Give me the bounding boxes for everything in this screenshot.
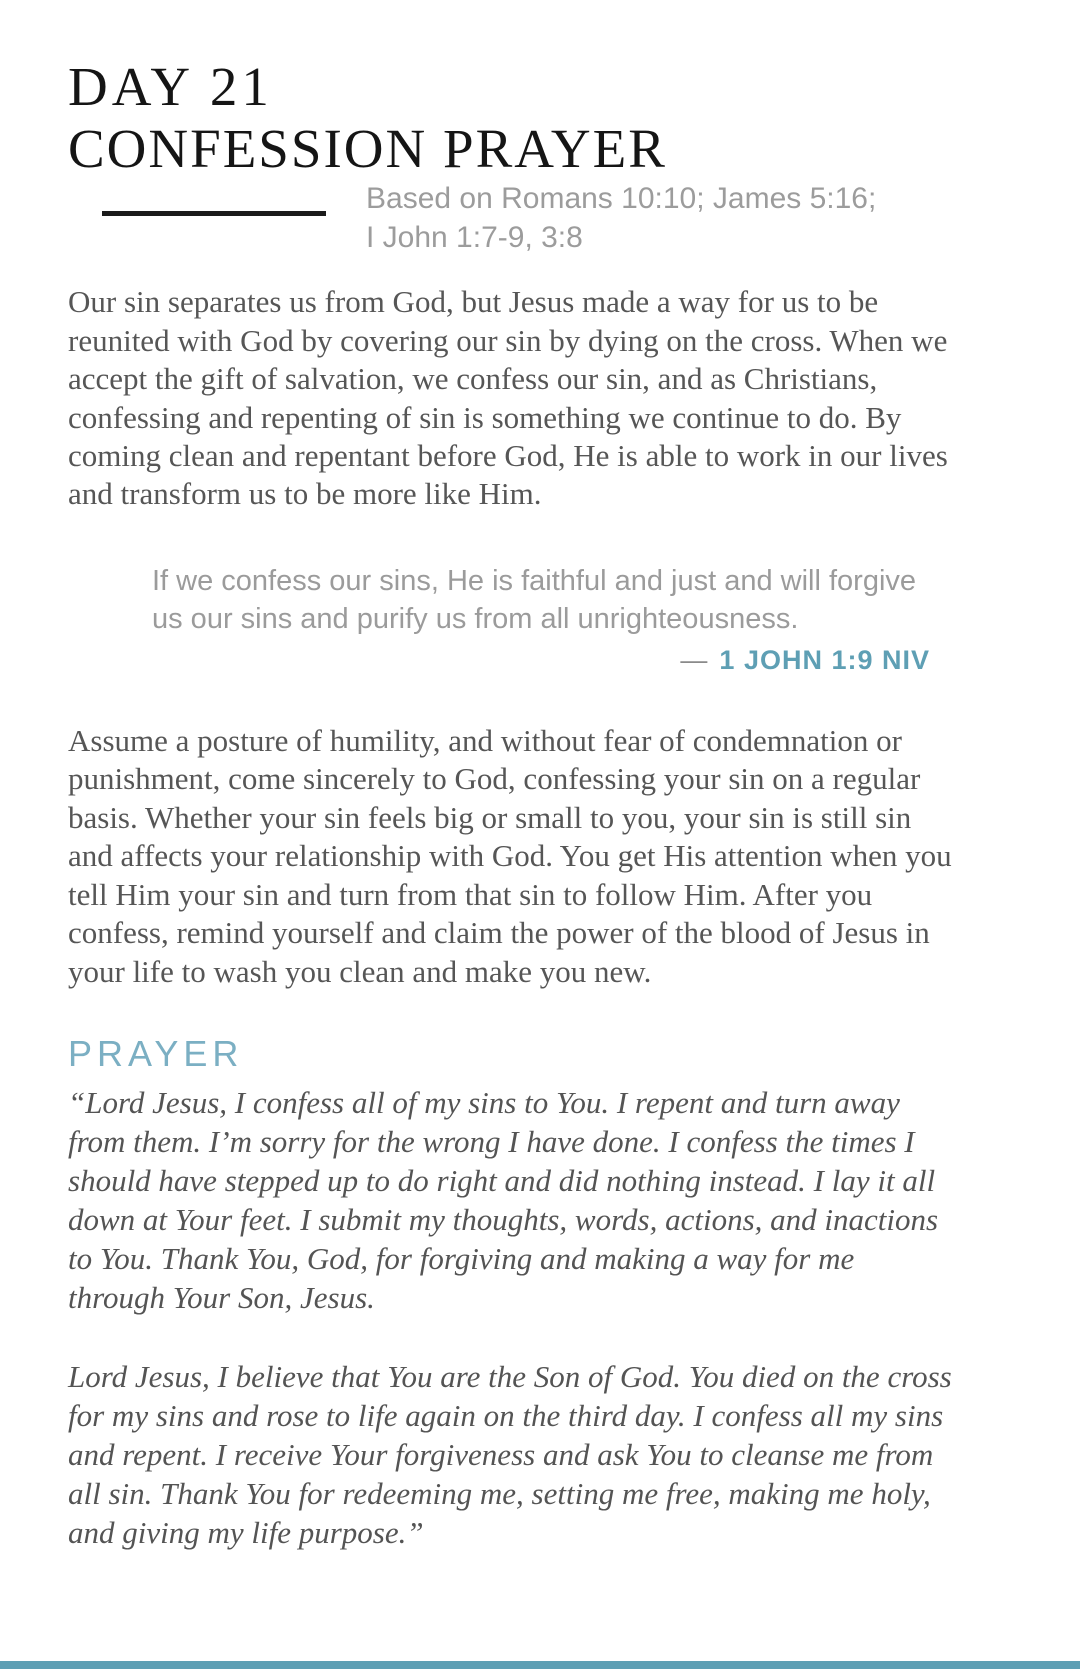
- page-title-subject: CONFESSION PRAYER: [68, 117, 667, 179]
- prayer-paragraph-1: “Lord Jesus, I confess all of my sins to You. I repent and turn away from them. I’m sorry for the wrong I have done. I confess the times I should have stepped up to do right and did nothing instead. I lay it all down at Your feet. I submit my thoughts, words, actions, and inactions to You. Thank You, God, for forgiving and making a way for me through Your Son, Jesus.: [68, 1085, 939, 1316]
- prayer-paragraph-2: Lord Jesus, I believe that You are the Son of God. You died on the cross for my sins and rose to life again on the third day. I confess all my sins and repent. I receive Your forgiveness and ask You to cleanse me from all sin. Thank You for redeeming me, setting me free, making me holy, and giving my life purpose.”: [68, 1359, 952, 1551]
- attribution-dash: —: [680, 644, 706, 675]
- verse-text: If we confess our sins, He is faithful and just and will forgive us our sins and purify us from all unrighteousness.: [152, 564, 917, 636]
- prayer-section-heading: PRAYER: [68, 1033, 244, 1074]
- title-divider-line: [102, 211, 326, 216]
- footer-accent-bar: [0, 1661, 1080, 1669]
- header-reference-row: [68, 182, 1010, 257]
- verse-quote-block: [152, 562, 930, 676]
- verse-attribution: [152, 645, 930, 676]
- verse-reference: 1 JOHN 1:9 NIV: [719, 644, 930, 675]
- intro-paragraph: Our sin separates us from God, but Jesus made a way for us to be reunited with God by covering our sin by dying on the cross. When we accept the gift of salvation, we confess our sin, and as Christians, confessing and repenting of sin is something we continue to do. By coming clean and repentant before God, He is able to work in our lives and transform us to be more like Him.: [68, 284, 948, 512]
- based-on-line-1: Based on Romans 10:10; James 5:16;: [366, 182, 877, 216]
- page-title-day: DAY 21: [68, 56, 273, 117]
- teaching-paragraph: Assume a posture of humility, and without fear of condemnation or punishment, come sincerely to God, confessing your sin on a regular basis. Whether your sin feels big or small to you, your sin is still sin and affects your relationship with God. You get His attention when you tell Him your sin and turn from that sin to follow Him. After you confess, remind yourself and claim the power of the blood of Jesus in your life to wash you clean and make you new.: [68, 722, 952, 989]
- based-on-reference: [366, 179, 876, 257]
- based-on-line-2: I John 1:7-9, 3:8: [366, 221, 583, 255]
